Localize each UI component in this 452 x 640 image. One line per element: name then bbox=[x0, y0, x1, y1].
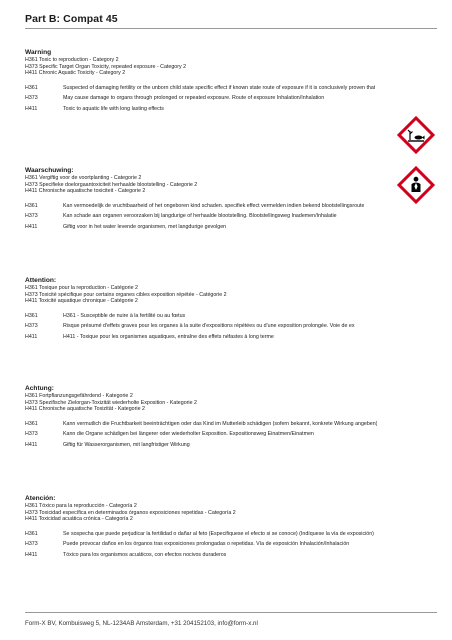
footer-contact: Form-X BV, Kombuisweg 5, NL-1234AB Amsterdam, +31 204152103, info@form-x.nl bbox=[25, 620, 258, 627]
hazard-text: H411 - Toxique pour les organismes aquatiques, entraîne des effets néfastes à long terme bbox=[63, 333, 274, 340]
section-dutch bbox=[25, 166, 437, 232]
hazard-statement bbox=[25, 321, 437, 331]
hazard-code: H361 bbox=[25, 530, 38, 537]
hazard-statement bbox=[25, 419, 437, 429]
hazard-text: Puede provocar daños en los órganos tras exposiciones prolongadas o repetidas. Vía de exposición Inhalación/Inhalación bbox=[63, 541, 350, 548]
classification-line: H373 Toxicidad específica en determinados órganos exposiciones repetidas - Categoría 2 bbox=[25, 509, 236, 516]
hazard-statement bbox=[25, 550, 437, 560]
hazard-code: H373 bbox=[25, 431, 38, 438]
hazard-text: Risque présumé d'effets graves pour les organes à la suite d'expositions répétées ou d'une exposition prolongée. Voie de ex bbox=[63, 323, 355, 330]
hazard-text: Kan schade aan organen veroorzaken bij langdurige of herhaalde blootstelling. Blootstellingsweg Inademen/Inhalatie bbox=[63, 213, 337, 220]
section-title: Attention: bbox=[25, 277, 57, 284]
hazard-statement bbox=[25, 83, 437, 93]
hazard-statement bbox=[25, 529, 437, 539]
classification-line: H411 Toxicité aquatique chronique - Catégorie 2 bbox=[25, 298, 138, 305]
section-french bbox=[25, 276, 437, 342]
hazard-text: Tóxico para los organismos acuáticos, con efectos nocivos duraderos bbox=[63, 551, 227, 558]
footer-divider bbox=[25, 612, 437, 613]
classification-line: H361 Tóxico para la reproducción - Categoría 2 bbox=[25, 503, 137, 509]
classification-line: H411 Chronische aquatische Toxizität - Kategorie 2 bbox=[25, 406, 145, 413]
classification-line: H411 Toxicidad acuática crónica - Categoría 2 bbox=[25, 516, 133, 523]
hazard-text: H361 - Susceptible de nuire à la fertilité ou au fœtus bbox=[63, 312, 186, 319]
hazard-text: Giftig für Wasserorganismen, mit langfristiger Wirkung bbox=[63, 441, 190, 448]
hazard-text: Kann die Organe schädigen bei längerer oder wiederholter Exposition. Expositionsweg Einatmen/Einatmen bbox=[63, 431, 314, 438]
hazard-code: H411 bbox=[25, 333, 38, 340]
hazard-text: Toxic to aquatic life with long lasting effects bbox=[63, 105, 164, 112]
hazard-statement bbox=[25, 93, 437, 103]
hazard-statement bbox=[25, 440, 437, 450]
hazard-code: H411 bbox=[25, 105, 38, 112]
hazard-statement bbox=[25, 211, 437, 221]
hazard-code: H373 bbox=[25, 541, 38, 548]
header-divider bbox=[25, 28, 437, 29]
section-title: Warning bbox=[25, 49, 52, 56]
section-spanish bbox=[25, 494, 437, 560]
hazard-text: May cause damage to organs through prolonged or repeated exposure. Route of exposure Inhalation/Inhalation bbox=[63, 95, 325, 102]
classification-line: H361 Toxic to reproduction - Category 2 bbox=[25, 57, 119, 63]
section-title: Atención: bbox=[25, 495, 56, 502]
environment-hazard-icon bbox=[396, 115, 436, 155]
classification-line: H361 Fortpflanzungsgefährdend - Kategorie 2 bbox=[25, 393, 133, 399]
section-german bbox=[25, 384, 437, 450]
hazard-code: H361 bbox=[25, 312, 38, 319]
classification-line: H373 Toxicité spécifique pour certains organes cibles exposition répétée - Catégorie 2 bbox=[25, 291, 227, 298]
classification-line: H373 Specific Target Organ Toxicity, repeated exposure - Category 2 bbox=[25, 63, 187, 70]
classification-line: H373 Specifieke doelorgaantoxiciteit herhaalde blootstelling - Categorie 2 bbox=[25, 181, 198, 188]
hazard-code: H411 bbox=[25, 551, 38, 558]
hazard-statement bbox=[25, 201, 437, 211]
section-title: Achtung: bbox=[25, 385, 54, 392]
hazard-statement bbox=[25, 539, 437, 549]
hazard-text: Kann vermutlich die Fruchtbarkeit beeinträchtigen oder das Kind im Mutterleib schädigen (sofern bekannt, konkrete Wirkung angeben) bbox=[63, 420, 378, 427]
hazard-statement bbox=[25, 332, 437, 342]
hazard-code: H373 bbox=[25, 95, 38, 102]
section-english bbox=[25, 48, 437, 114]
hazard-code: H361 bbox=[25, 84, 38, 91]
hazard-text: Kan vermoedelijk de vruchtbaarheid of het ongeboren kind schaden. specifiek effect vermelden indien bekend blootstellingsroute bbox=[63, 202, 365, 209]
section-title: Waarschuwing: bbox=[25, 167, 74, 174]
hazard-text: Suspected of damaging fertility or the unborn child state specific effect if known state route of exposure if it is conclusively proven that bbox=[63, 84, 376, 91]
classification-line: H361 Toxique pour la reproduction - Catégorie 2 bbox=[25, 285, 138, 291]
classification-line: H361 Vergiftig voor de voortplanting - Categorie 2 bbox=[25, 175, 142, 181]
hazard-text: Se sospecha que puede perjudicar la fertilidad o dañar al feto (Especifiquese el efecto si se conoce) (Indíquese la vía de exposición) bbox=[63, 530, 374, 537]
classification-line: H373 Spezifische Zielorgan-Toxizität wiederholte Exposition - Kategorie 2 bbox=[25, 399, 197, 406]
hazard-code: H411 bbox=[25, 441, 38, 448]
hazard-code: H411 bbox=[25, 223, 38, 230]
hazard-code: H373 bbox=[25, 323, 38, 330]
hazard-text: Giftig voor in het water levende organismen, met langdurige gevolgen bbox=[63, 223, 227, 230]
hazard-code: H361 bbox=[25, 420, 38, 427]
classification-line: H411 Chronic Aquatic Toxicity - Category 2 bbox=[25, 70, 126, 77]
classification-line: H411 Chronische aquatische toxiciteit - Categorie 2 bbox=[25, 188, 146, 195]
hazard-code: H361 bbox=[25, 202, 38, 209]
hazard-statement bbox=[25, 429, 437, 439]
page-title: Part B: Compat 45 bbox=[25, 13, 118, 25]
hazard-statement bbox=[25, 222, 437, 232]
hazard-statement bbox=[25, 311, 437, 321]
hazard-statement bbox=[25, 104, 437, 114]
hazard-code: H373 bbox=[25, 213, 38, 220]
